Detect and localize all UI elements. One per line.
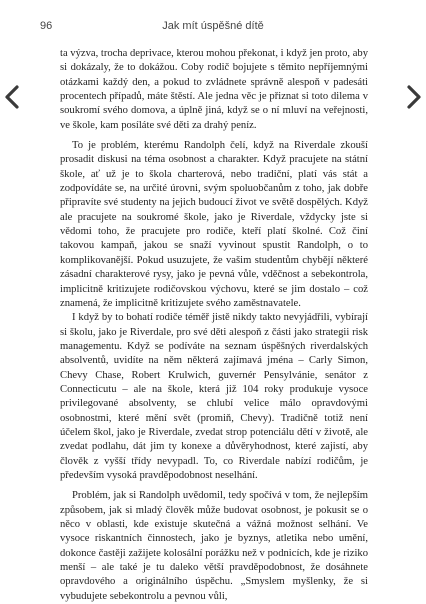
paragraph: To je problém, kterému Randolph čelí, když na Riverdale zkouší prosadit diskusi na téma osobnost a charakter. Když pracujete na státní škole, ať už je to škola charterová, nebo tradiční, platí vás stát a zodpovídáte se, na určité úrovni, svým spoluobčanům z toho, jak dobře připravíte své studenty na jejich budoucí život ve světě dospělých. Když ale pracujete na soukromé škole, jako je Riverdale, vždycky jste si vědomi toho, že pracujete pro rodiče, kteří platí školné. Což činí takovou kampaň, jakou se snaží vyvinout spustit Randolph, o to komplikovanější. Pokud usuzujete, že vašim studentům chybějí některé zásadní charakterové rysy, jako je pevná vůle, vděčnost a sebekontrola, implicitně kritizujete rodičovskou výchovu, které se jim dostalo – což znamená, že implicitně kritizujete svého zaměstnavatele. (60, 140, 368, 309)
page-number: 96 (40, 20, 53, 32)
next-page-button[interactable] (404, 84, 424, 110)
paragraph: I když by to bohatí rodiče téměř jistě nikdy takto nevyjádřili, vybírají si školu, jako je Riverdale, pro své děti alespoň z části jako strategii risk managementu. Když se podíváte na seznam úspěšných riverdalských absolventů, uvidíte na něm některá zajímavá jména – Carly Simon, Chevy Chase, Robert Krulwich, guvernér Pensylvánie, senátor z Connecticutu – ale na škole, která již 104 roky produkuje vysoce privilegované absolventy, se chlubí velice málo opravdovými osobnostmi, které mění svět (promiň, Chevy). Tradičně totiž není účelem škol, jako je Riverdale, zvedat strop potenciálu dětí v životě, ale zvedat podlahu, dát jim ty konexe a důvěryhodnost, které zajistí, aby člověk z vyšší třídy nevypadl. To, co Riverdale nabízí rodičům, je především vysoká pravděpodobnost neselhání. (60, 312, 368, 481)
page-body (60, 47, 368, 604)
chevron-right-icon (404, 84, 424, 110)
paragraph: Problém, jak si Randolph uvědomil, tedy spočívá v tom, že nejlepším způsobem, jak si mladý člověk může budovat osobnost, je pokusit se o něco v oblasti, kde existuje skutečná a vážná možnost selhání. Ve vysoce riskantních činnostech, jako je byznys, atletika nebo umění, dokonce častěji zažijete kolosální porážku než v podnicích, kde je riziko menší – ale také je tu daleko větší pravděpodobnost, že dosáhnete opravdového a originálního úspěchu. „Smyslem myšlenky, že si vybudujete sebekontrolu a pevnou vůli, (60, 490, 368, 602)
chevron-left-icon (2, 84, 22, 110)
previous-page-button[interactable] (2, 84, 22, 110)
running-title: Jak mít úspěšné dítě (162, 20, 264, 32)
paragraph: ta výzva, trocha deprivace, kterou mohou překonat, i když jen proto, aby si dokázaly, že to dokážou. Coby rodič bojujete s těmito nepříjemnými otázkami každý den, a pokud to zvládnete správně alespoň v padesáti procentech případů, máte štěstí. Ale jedna věc je přiznat si toto dilema v soukromí svého domova, a úplně jiná, když se o ní mluví na veřejnosti, ve škole, kam posíláte své děti za drahý peníz. (60, 48, 368, 131)
